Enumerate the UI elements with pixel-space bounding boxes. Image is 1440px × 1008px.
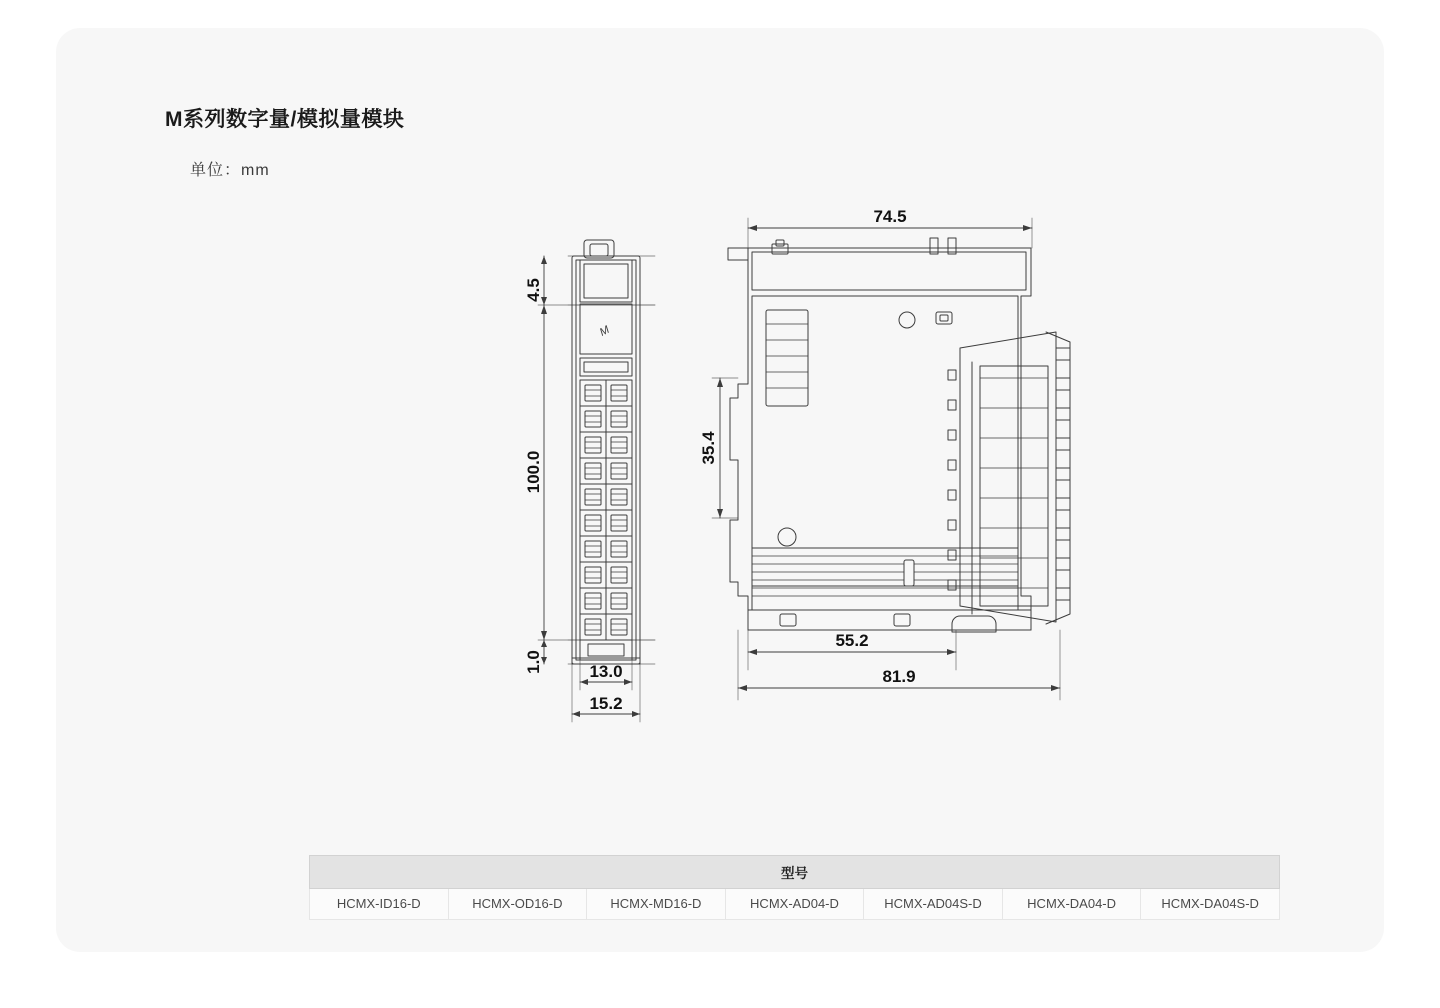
dim-55-2: 55.2 xyxy=(835,631,869,650)
model-table xyxy=(309,855,1280,920)
dimension-drawing xyxy=(480,200,1100,760)
dim-100-0: 100.0 xyxy=(524,450,543,494)
side-view xyxy=(712,218,1070,700)
table-row xyxy=(310,889,1280,920)
table-cell-model-1: HCMX-ID16-D xyxy=(310,889,449,920)
svg-text:M: M xyxy=(597,323,612,339)
table-cell-model-7: HCMX-DA04S-D xyxy=(1141,889,1280,920)
dim-15-2: 15.2 xyxy=(589,694,623,713)
table-cell-model-5: HCMX-AD04S-D xyxy=(864,889,1003,920)
front-view xyxy=(538,240,655,722)
dim-1-0: 1.0 xyxy=(524,650,543,674)
dim-81-9: 81.9 xyxy=(882,667,916,686)
dim-74-5: 74.5 xyxy=(873,207,907,226)
table-header-model: 型号 xyxy=(310,856,1280,889)
table-cell-model-2: HCMX-OD16-D xyxy=(448,889,587,920)
table-cell-model-3: HCMX-MD16-D xyxy=(587,889,726,920)
table-header-row xyxy=(310,856,1280,889)
dim-13-0: 13.0 xyxy=(589,662,623,681)
dim-4-5: 4.5 xyxy=(524,278,543,302)
table-cell-model-6: HCMX-DA04-D xyxy=(1002,889,1141,920)
dim-35-4: 35.4 xyxy=(699,431,718,465)
page-title: M系列数字量/模拟量模块 xyxy=(165,108,405,131)
table-cell-model-4: HCMX-AD04-D xyxy=(725,889,864,920)
unit-label: 单位：mm xyxy=(190,162,270,179)
